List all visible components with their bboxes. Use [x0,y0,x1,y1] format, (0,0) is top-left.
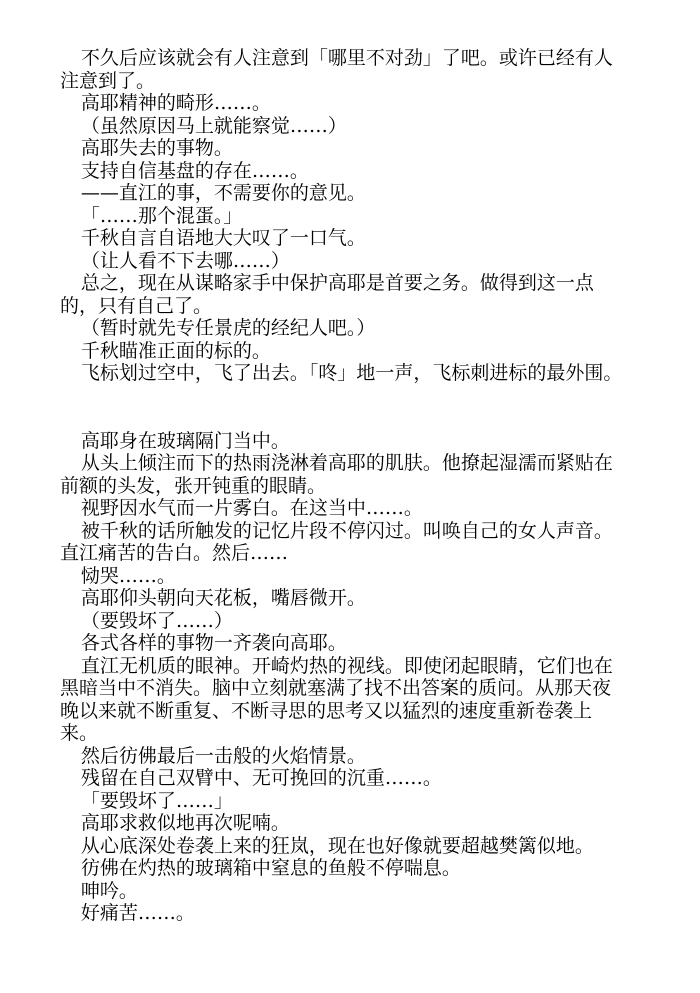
paragraph: 千秋自言自语地大大叹了一口气。 [80,227,366,249]
paragraph: 高耶仰头朝向天花板，嘴唇微开。 [80,587,366,609]
paragraph: 不久后应该就会有人注意到「哪里不对劲」了吧。或许已经有人注意到了。 [60,47,613,92]
section-break [60,385,628,430]
paragraph: 残留在自己双臂中、无可挽回的沉重……。 [80,767,442,789]
paragraph: 从心底深处卷袭上来的狂岚，现在也好像就要超越樊篱似地。 [80,834,594,857]
paragraph: 总之，现在从谋略家手中保护高耶是首要之务。做得到这一点的，只有自己了。 [60,272,594,317]
paragraph: （要毁坏了……） [80,609,233,632]
paragraph: 高耶精神的畸形……。 [80,92,271,114]
paragraph: 直江无机质的眼神。开崎灼热的视线。即使闭起眼睛，它们也在黑暗当中不消失。脑中立刻就塞满了找不出答案的质问。从那天夜晚以来就不断重复、不断寻思的思考又以猛烈的速度重新卷袭上来。 [60,654,613,744]
paragraph: （虽然原因马上就能察觉……） [80,114,347,137]
paragraph: 从头上倾注而下的热雨浇淋着高耶的肌肤。他撩起湿濡而紧贴在前额的头发，张开钝重的眼睛。 [60,452,613,497]
paragraph: 恸哭……。 [80,564,176,587]
paragraph: ——直江的事，不需要你的意见。 [80,182,366,204]
paragraph: （暂时就先专任景虎的经纪人吧。） [80,317,376,339]
paragraph: 高耶身在玻璃隔门当中。 [80,429,290,452]
document-page [60,47,628,925]
paragraph: 千秋瞄准正面的标的。 [80,339,271,362]
paragraph: 高耶失去的事物。 [80,137,233,159]
paragraph: 高耶求救似地再次呢喃。 [80,812,290,834]
paragraph: 被千秋的话所触发的记忆片段不停闪过。叫唤自己的女人声音。直江痛苦的告白。然后…… [60,519,613,564]
paragraph: 好痛苦……。 [80,902,195,924]
paragraph: 飞标划过空中，飞了出去。「咚」地一声，飞标刺进标的最外围。 [80,362,623,384]
paragraph: （让人看不下去哪……） [80,249,290,272]
paragraph: 然后彷佛最后一击般的火焰情景。 [80,744,366,767]
paragraph: 视野因水气而一片雾白。在这当中……。 [80,497,423,519]
paragraph: 各式各样的事物一齐袭向高耶。 [80,632,347,654]
paragraph: 呻吟。 [80,879,138,902]
paragraph: 彷佛在灼热的玻璃箱中窒息的鱼般不停喘息。 [80,857,461,879]
paragraph: 支持自信基盘的存在……。 [80,159,309,182]
paragraph: 「……那个混蛋。」 [80,204,243,227]
paragraph: 「要毁坏了……」 [80,789,233,812]
